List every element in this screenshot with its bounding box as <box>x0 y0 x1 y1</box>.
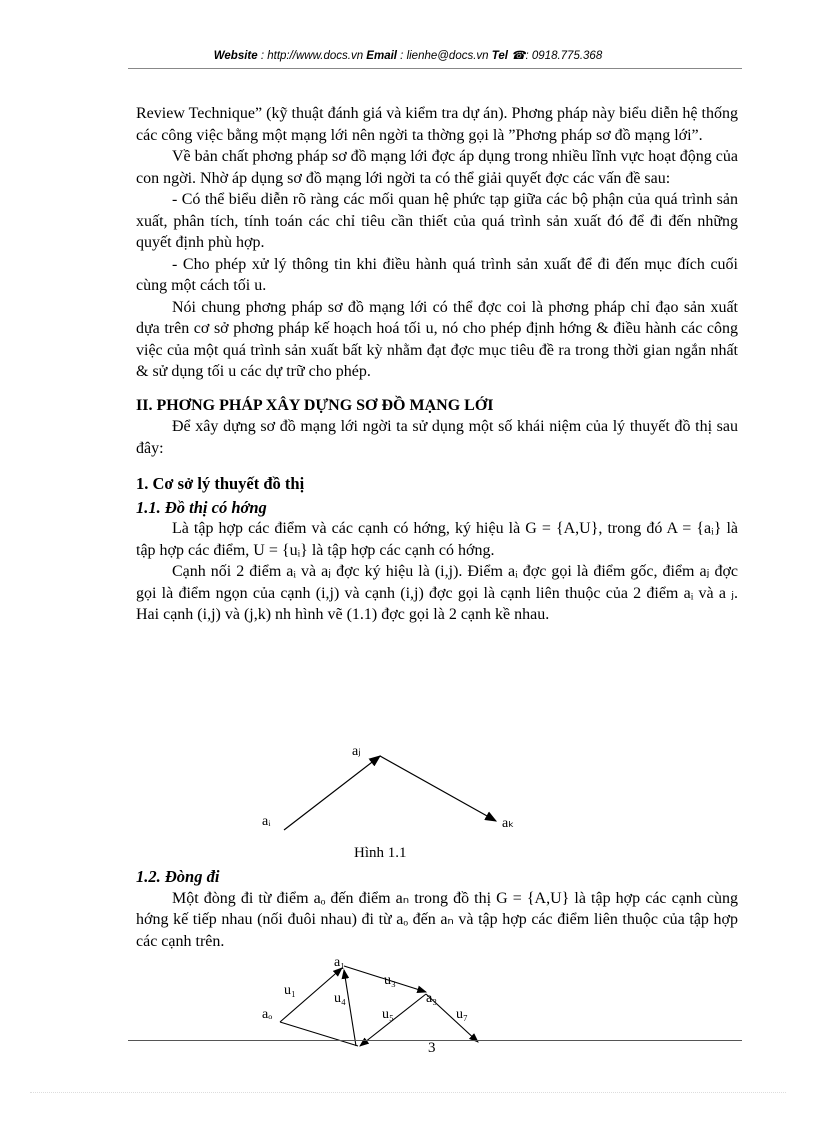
page-number: 3 <box>428 1040 436 1056</box>
paragraph-9: Một đòng đi từ điểm aₒ đến điểm aₙ trong đồ thị G = {A,U} là tập hợp các cạnh cùng hớng kế tiếp nhau (nối đuôi nhau) đi từ aₒ đến aₙ và tập hợp các điểm liên thuộc của tập hợp các cạnh trên. <box>136 889 738 950</box>
page-edge-dots <box>30 1092 786 1093</box>
fig1-label-ak: aₖ <box>502 816 515 831</box>
email-label: Email <box>366 50 397 62</box>
heading-1-1: 1.1. Đồ thị có hớng <box>136 497 267 517</box>
tel-value: ☎: 0918.775.368 <box>507 50 603 62</box>
page-body <box>136 103 738 626</box>
paragraph-2: Về bản chất phơng pháp sơ đồ mạng lới đợc áp dụng trong nhiều lĩnh vực hoạt động của con ngời. Nhờ áp dụng sơ đồ mạng lới ngời ta có thể giải quyết đợc các vấn đề sau: <box>136 148 738 187</box>
fig2-label-u7: u₇ <box>456 1007 468 1022</box>
fig2-label-a3: a₃ <box>426 991 438 1006</box>
paragraph-4: - Cho phép xử lý thông tin khi điều hành quá trình sản xuất để đi đến mục đích cuối cùng một cách tối u. <box>136 255 738 294</box>
fig2-label-u1: u₁ <box>284 983 296 998</box>
figure-1-1-caption: Hình 1.1 <box>354 845 407 861</box>
heading-1: 1. Cơ sở lý thuyết đồ thị <box>136 474 305 493</box>
fig2-label-u3: u₃ <box>384 973 396 988</box>
paragraph-1: Review Technique” (kỹ thuật đánh giá và kiểm tra dự án). Phơng pháp này biểu diễn hệ thống các công việc bằng một mạng lới nên ngời ta thờng gọi là ”Phơng pháp sơ đồ mạng lới”. <box>136 105 738 144</box>
fig1-label-ai: aᵢ <box>262 814 271 829</box>
edge-u4-arrow <box>344 970 356 1046</box>
figure-1-1-diagram <box>136 735 738 865</box>
heading-1-2: 1.2. Đòng đi <box>136 867 220 886</box>
website-value: : http://www.docs.vn <box>257 50 367 62</box>
paragraph-8: Cạnh nối 2 điểm aᵢ và aⱼ đợc ký hiệu là (i,j). Điểm aᵢ đợc gọi là điểm gốc, điểm aⱼ đợc gọi là điểm ngọn của cạnh (i,j) và cạnh (i,j) đợc gọi là cạnh liên thuộc của 2 điểm aᵢ và a ⱼ. Hai cạnh (i,j) và (j,k) nh hình vẽ (1.1) đợc gọi là 2 cạnh kề nhau. <box>136 563 738 623</box>
section-1-2 <box>136 866 738 952</box>
website-label: Website <box>213 50 258 62</box>
fig1-label-aj: aⱼ <box>352 744 361 759</box>
header-rule <box>128 68 742 69</box>
paragraph-5: Nói chung phơng pháp sơ đồ mạng lới có thể đợc coi là phơng pháp chỉ đạo sản xuất dựa trên cơ sở phơng pháp kế hoạch hoá tối u, nó cho phép định hớng & điều hành các công việc của một quá trình sản xuất bất kỳ nhằm đạt đợc mục tiêu đề ra trong thời gian ngắn nhất & sử dụng tối u các dự trữ cho phép. <box>136 298 738 380</box>
edge-ij-arrow <box>284 756 380 830</box>
paragraph-7: Là tập hợp các điểm và các cạnh có hớng, ký hiệu là G = {A,U}, trong đó A = {aᵢ} là tập hợp các điểm, U = {uᵢ} là tập hợp các cạnh có hớng. <box>136 520 738 559</box>
edge-jk-arrow <box>380 756 496 821</box>
page-header <box>0 48 816 62</box>
fig2-label-a1: a₁ <box>334 955 346 970</box>
tel-label: Tel <box>491 50 508 62</box>
edge-ao-bottom <box>280 1022 358 1046</box>
heading-section-II: II. PHƠNG PHÁP XÂY DỰNG SƠ ĐỒ MẠNG LỚI <box>136 396 494 414</box>
fig2-label-u5: u₅ <box>382 1007 394 1022</box>
paragraph-3: - Có thể biểu diễn rõ ràng các mối quan hệ phức tạp giữa các bộ phận của quá trình sản xuất, phân tích, tính toán các chỉ tiêu cần thiết của quá trình sản xuất đó để đi đến những quyết định phù hợp. <box>136 191 738 251</box>
fig2-label-u4: u₄ <box>334 991 346 1006</box>
fig2-label-ao: aₒ <box>262 1007 273 1022</box>
email-value: : lienhe@docs.vn <box>396 50 492 62</box>
paragraph-6: Để xây dựng sơ đồ mạng lới ngời ta sử dụng một số khái niệm của lý thuyết đồ thị sau đây: <box>136 418 738 457</box>
figure-path-diagram <box>136 950 738 1060</box>
